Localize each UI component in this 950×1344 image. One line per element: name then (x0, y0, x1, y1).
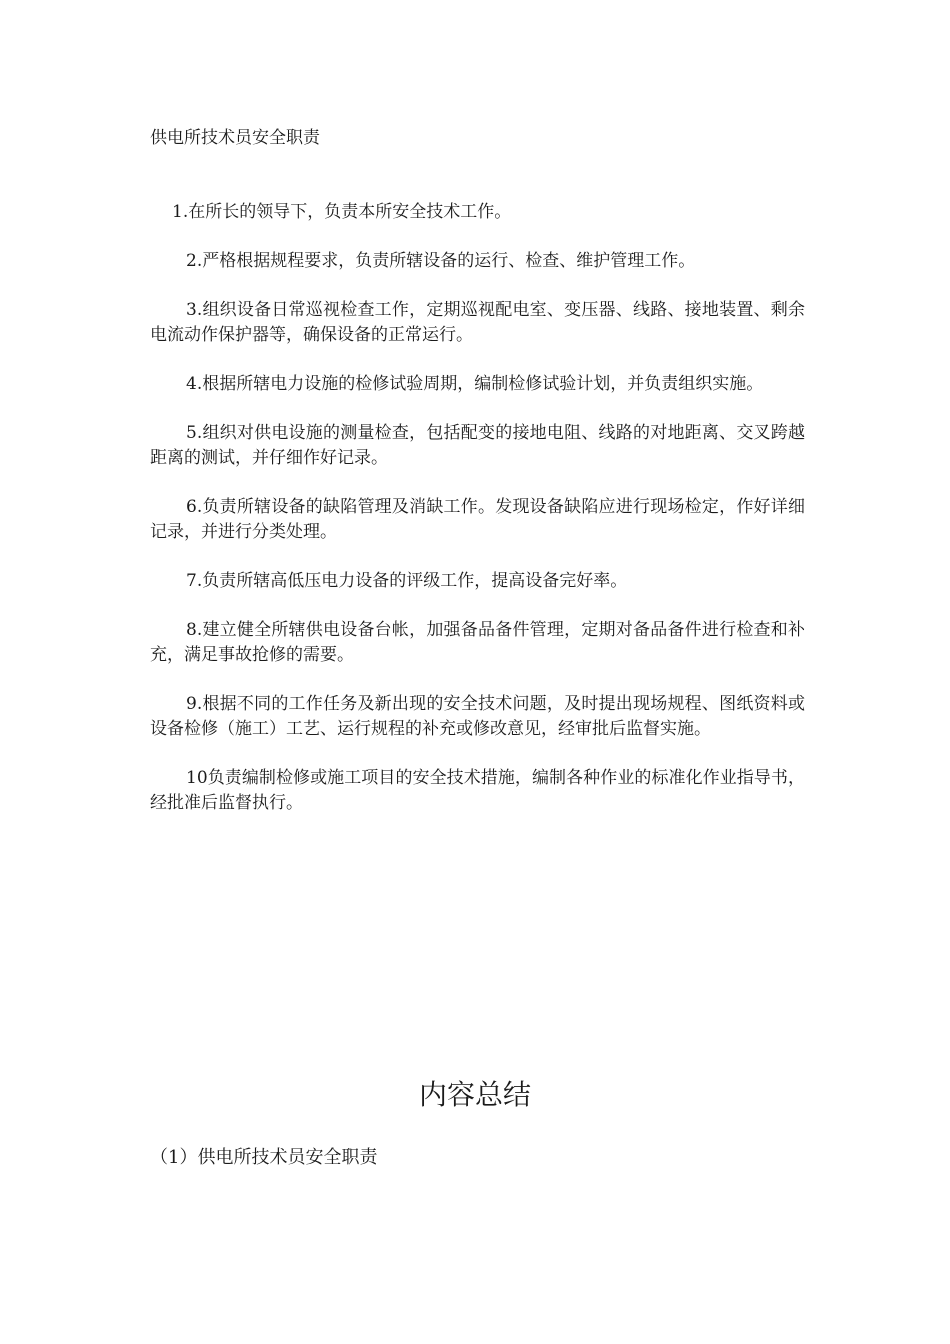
duty-item-2: 2.严格根据规程要求，负责所辖设备的运行、检查、维护管理工作。 (186, 251, 696, 271)
summary-heading: 内容总结 (418, 1078, 531, 1111)
duty-item-3: 3.组织设备日常巡视检查工作，定期巡视配电室、变压器、线路、接地装置、剩余电流动作保护器等，确保设备的正常运行。 (150, 300, 805, 345)
document-title: 供电所技术员安全职责 (150, 128, 320, 148)
duty-item-7: 7.负责所辖高低压电力设备的评级工作，提高设备完好率。 (186, 571, 628, 591)
duty-item-4: 4.根据所辖电力设施的检修试验周期，编制检修试验计划，并负责组织实施。 (186, 374, 764, 394)
duty-item-8: 8.建立健全所辖供电设备台帐，加强备品备件管理，定期对备品备件进行检查和补充，满足事故抢修的需要。 (150, 620, 805, 665)
duty-item-1: 1.在所长的领导下，负责本所安全技术工作。 (172, 202, 512, 222)
duty-list (150, 200, 805, 840)
duty-item-6: 6.负责所辖设备的缺陷管理及消缺工作。发现设备缺陷应进行现场检定，作好详细记录，并进行分类处理。 (150, 497, 805, 542)
duty-item-5: 5.组织对供电设施的测量检查，包括配变的接地电阻、线路的对地距离、交叉跨越距离的测试，并仔细作好记录。 (150, 423, 805, 468)
duty-item-9: 9.根据不同的工作任务及新出现的安全技术问题，及时提出现场规程、图纸资料或设备检修（施工）工艺、运行规程的补充或修改意见，经审批后监督实施。 (150, 694, 805, 739)
duty-item-10: 10负责编制检修或施工项目的安全技术措施，编制各种作业的标准化作业指导书，经批准后监督执行。 (150, 768, 805, 813)
summary-item: （1）供电所技术员安全职责 (150, 1147, 378, 1168)
